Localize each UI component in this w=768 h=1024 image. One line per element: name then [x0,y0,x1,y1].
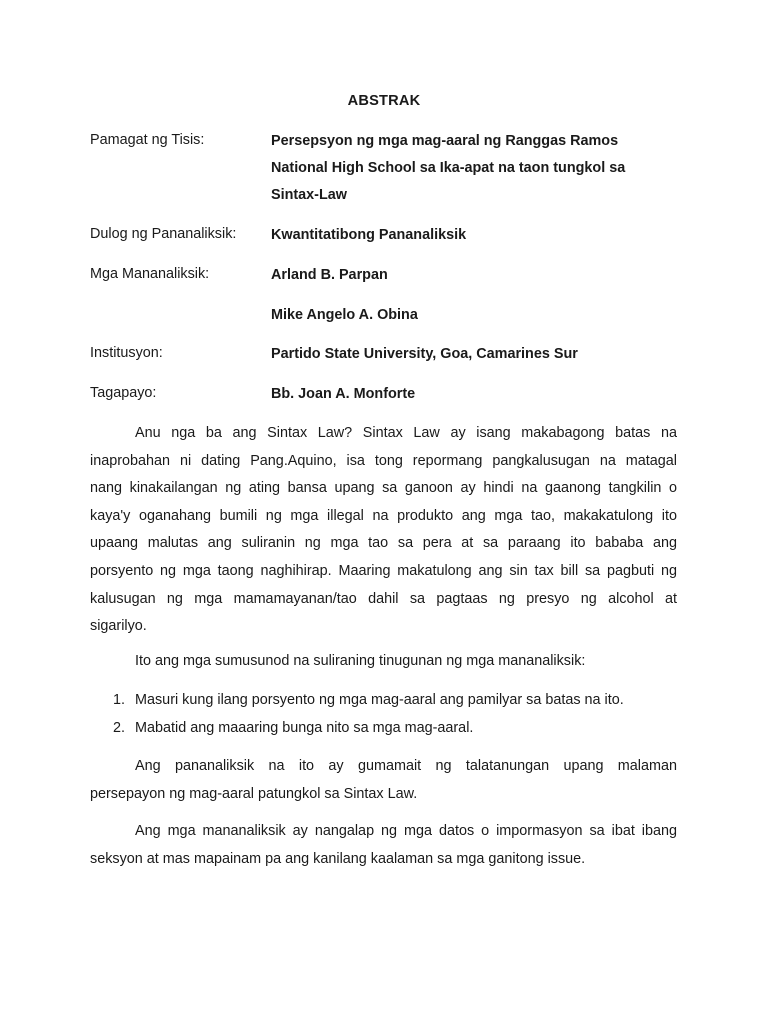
thesis-title-line: National High School sa Ika-apat na taon tungkol sa [271,160,626,176]
paragraph-line: inaprobahan ni dating Pang.Aquino, isa tong repormang pangkalusugan na matagal [90,452,677,469]
paragraph-line: Anu nga ba ang Sintax Law? Sintax Law ay isang makabagong batas na [135,425,677,441]
paragraph-line: sigarilyo. [90,618,147,635]
meta-label: Pamagat ng Tisis: [90,132,205,148]
list-number: 2. [113,720,126,736]
paragraph-line: porsyento ng mga taong naghihirap. Maaring makatulong ang sin tax bill sa pagbuti ng [90,562,677,579]
paragraph-line: Ito ang mga sumusunod na suliraning tinugunan ng mga mananaliksik: [135,653,586,669]
paragraph-method [90,753,677,808]
meta-label: Dulog ng Pananaliksik: [90,226,237,242]
meta-value: Bb. Joan A. Monforte [271,386,416,402]
thesis-title-line: Persepsyon ng mga mag-aaral ng Ranggas Ramos [271,133,619,149]
list-number: 1. [113,692,126,708]
paragraph-line: persepayon ng mag-aaral patungkol sa Sintax Law. [90,785,418,802]
list-text: Masuri kung ilang porsyento ng mga mag-aaral ang pamilyar sa batas na ito. [135,692,624,708]
thesis-title-line: Sintax-Law [271,187,347,203]
meta-value: Partido State University, Goa, Camarines Sur [271,346,578,362]
meta-label: Institusyon: [90,345,163,361]
meta-value: Kwantitatibong Pananaliksik [271,227,467,243]
paragraph-line: Ang mga mananaliksik ay nangalap ng mga datos o impormasyon sa ibat ibang [135,823,677,839]
paragraph-data-gathering [90,818,677,873]
list-item [90,690,690,718]
paragraph-line: nang kinakailangan ng ating bansa upang sa ganoon ay hindi na gaanong tangkilin o [90,480,677,497]
paragraph-line: kalusugan ng mga mamamayanan/tao dahil sa pagtaas ng presyo ng alcohol at [90,590,677,607]
meta-label: Tagapayo: [90,385,157,401]
meta-label: Mga Mananaliksik: [90,266,210,282]
list-text: Mabatid ang maaaring bunga nito sa mga mag-aaral. [135,720,474,736]
meta-value: Mike Angelo A. Obina [271,307,418,323]
problems-list [90,690,690,746]
paragraph-line: Ang pananaliksik na ito ay gumamait ng talatanungan upang malaman [135,758,677,774]
paragraph-intro [90,420,677,641]
meta-value: Arland B. Parpan [271,267,388,283]
meta-value [271,128,671,209]
paragraph-line: seksyon at mas mapainam pa ang kanilang kaalaman sa mga ganitong issue. [90,850,586,867]
page-title: ABSTRAK [347,93,421,109]
paragraph-line: upaang malutas ang suliranin ng mga tao sa pera at sa paraang ito bababa ang [90,535,677,552]
paragraph-line: kaya'y oganahang bumili ng mga illegal na produkto ang mga tao, makakatulong ito [90,507,677,524]
list-item [90,718,690,746]
paragraph-problems-intro [90,648,677,676]
